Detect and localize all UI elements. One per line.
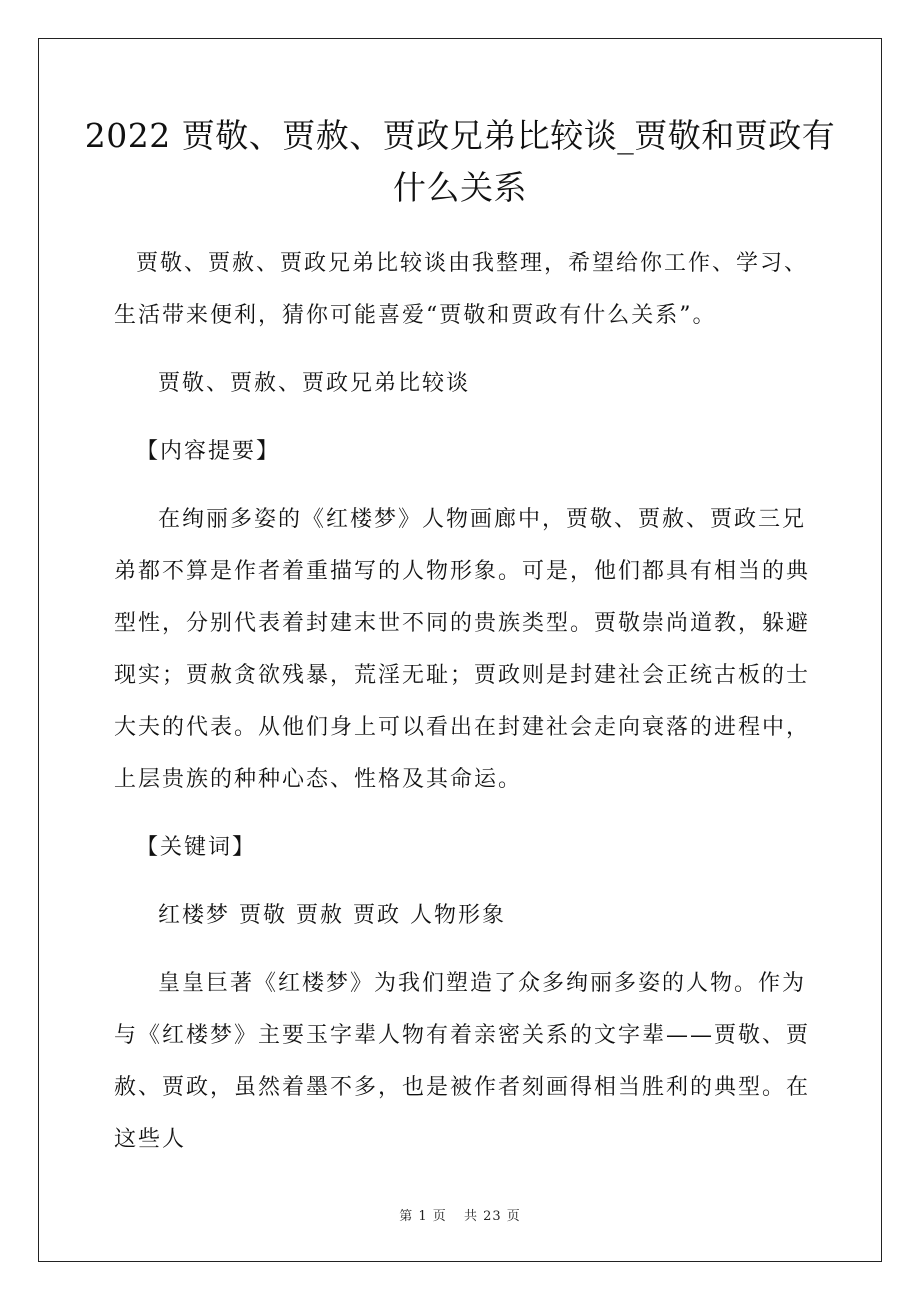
summary-heading: 【内容提要】 xyxy=(136,439,281,464)
keywords-heading: 【关键词】 xyxy=(136,835,257,860)
document-title: 2022 贾敬、贾赦、贾政兄弟比较谈_贾敬和贾政有什么关系 xyxy=(84,116,836,207)
section-subtitle: 贾敬、贾赦、贾政兄弟比较谈 xyxy=(158,371,471,396)
total-pages: 共 23 页 xyxy=(463,1209,521,1224)
document-body xyxy=(114,238,814,1182)
page-number: 第 1 页 xyxy=(399,1209,447,1224)
page-footer xyxy=(0,1205,920,1224)
body-paragraph: 皇皇巨著《红楼梦》为我们塑造了众多绚丽多姿的人物。作为与《红楼梦》主要玉字辈人物有着亲密关系的文字辈——贾敬、贾赦、贾政，虽然着墨不多，也是被作者刻画得相当胜利的典型。在这些人 xyxy=(114,971,811,1152)
keywords-line: 红楼梦 贾敬 贾赦 贾政 人物形象 xyxy=(158,903,506,928)
summary-paragraph: 在绚丽多姿的《红楼梦》人物画廊中，贾敬、贾赦、贾政三兄弟都不算是作者着重描写的人物形象。可是，他们都具有相当的典型性，分别代表着封建末世不同的贵族类型。贾敬崇尚道教，躲避现实；贾赦贪欲残暴，荒淫无耻；贾政则是封建社会正统古板的士大夫的代表。从他们身上可以看出在封建社会走向衰落的进程中，上层贵族的种种心态、性格及其命运。 xyxy=(114,507,811,792)
intro-paragraph: 贾敬、贾赦、贾政兄弟比较谈由我整理，希望给你工作、学习、生活带来便利，猜你可能喜爱“贾敬和贾政有什么关系”。 xyxy=(114,251,809,328)
